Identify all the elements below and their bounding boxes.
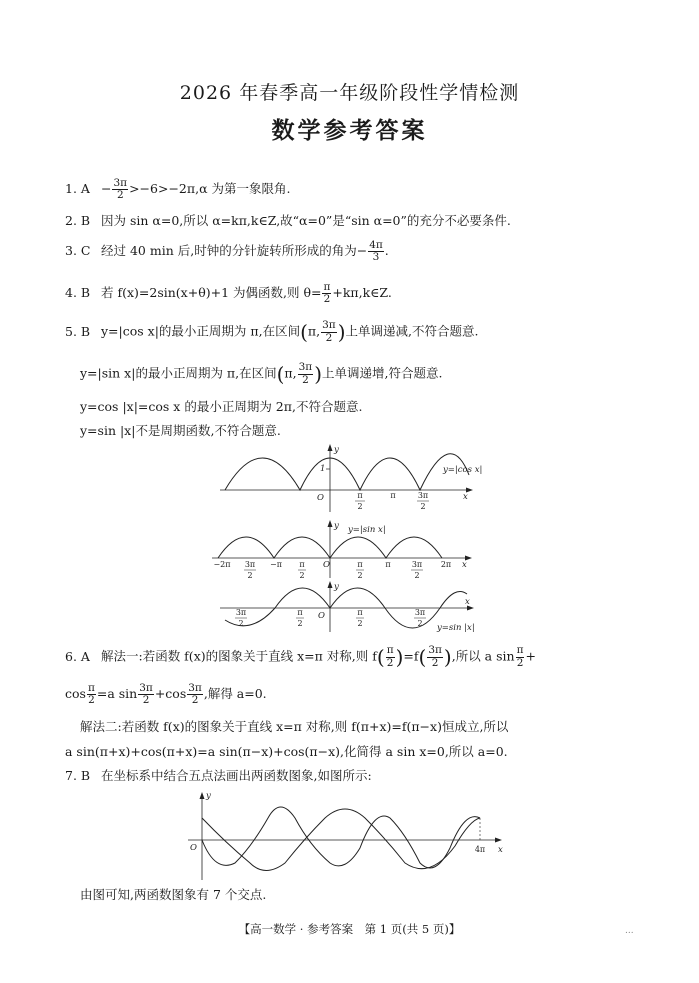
page-subtitle: 数学参考答案 xyxy=(271,117,428,144)
svg-text:π: π xyxy=(299,560,305,569)
answer-6-line-3: 解法二:若函数 f(x)的图象关于直线 x=π 对称,则 f(π+x)=f(π−x)恒成立,所以 xyxy=(80,719,509,734)
svg-text:2π: 2π xyxy=(440,560,452,569)
curve-label: y=|cos x| xyxy=(443,465,483,475)
svg-text:π: π xyxy=(297,608,303,617)
answer-1: 1. A − $\frac{3\pi}{2}$ >−6>−2π,α 为第一象限角. xyxy=(65,177,291,202)
svg-text:2: 2 xyxy=(414,571,420,580)
answer-5-line-4: y=sin |x|不是周期函数,不符合题意. xyxy=(80,423,281,438)
fraction: $\frac{3\pi}{2}$ xyxy=(322,319,336,344)
svg-text:3π: 3π xyxy=(244,560,256,569)
answer-number: 1. A xyxy=(65,181,90,197)
tick-one: 1 xyxy=(320,464,326,474)
answer-number: 7. B xyxy=(65,768,91,783)
answer-5-line-2: y=|sin x|的最小正周期为 π,在区间(π, $\frac{3\pi}{2}$ )上单调递增,符合题意. xyxy=(80,361,443,386)
svg-text:3π: 3π xyxy=(411,560,423,569)
svg-text:y: y xyxy=(206,791,211,801)
fraction: $\frac{\pi}{2}$ xyxy=(323,281,331,306)
svg-text:O: O xyxy=(318,611,325,621)
svg-text:2: 2 xyxy=(238,619,244,628)
svg-text:π: π xyxy=(390,491,396,500)
curve-label: y=sin |x| xyxy=(437,623,475,633)
svg-text:x: x xyxy=(465,597,470,607)
svg-text:π: π xyxy=(357,560,363,569)
answer-number: 2. B xyxy=(65,213,91,228)
svg-text:2: 2 xyxy=(299,571,305,580)
page-footer: 【高一数学 · 参考答案 第 1 页(共 5 页)】 xyxy=(238,922,461,936)
svg-text:x: x xyxy=(498,845,503,855)
svg-text:−2π: −2π xyxy=(213,560,231,569)
svg-text:y: y xyxy=(334,582,339,592)
answer-number: 3. C xyxy=(65,243,91,259)
svg-text:2: 2 xyxy=(417,619,423,628)
curve-label: y=|sin x| xyxy=(348,525,386,535)
svg-text:π: π xyxy=(357,608,363,617)
svg-text:2: 2 xyxy=(297,619,303,628)
svg-text:2: 2 xyxy=(357,571,363,580)
answer-number: 6. A xyxy=(65,648,90,664)
graph-two-functions xyxy=(180,788,510,883)
answer-number: 5. B xyxy=(65,323,91,339)
axis-label-x: x xyxy=(463,492,468,502)
answer-number: 4. B xyxy=(65,285,91,301)
svg-text:x: x xyxy=(462,560,467,570)
svg-text:2: 2 xyxy=(247,571,253,580)
svg-text:2: 2 xyxy=(420,502,426,511)
svg-text:y: y xyxy=(334,521,339,531)
answer-5: 5. B y=|cos x|的最小正周期为 π,在区间(π, $\frac{3\pi}{2}$ )上单调递减,不符合题意. xyxy=(65,319,479,344)
fraction: $\frac{3\pi}{2}$ xyxy=(298,361,313,386)
svg-text:O: O xyxy=(323,560,330,570)
svg-text:2: 2 xyxy=(357,502,363,511)
fraction: $\frac{4\pi}{3}$ xyxy=(369,239,383,264)
svg-text:−π: −π xyxy=(270,560,282,569)
svg-text:4π: 4π xyxy=(474,845,486,854)
answer-5-line-3: y=cos |x|=cos x 的最小正周期为 2π,不符合题意. xyxy=(80,399,363,414)
corner-mark: ... xyxy=(625,926,634,936)
svg-text:O: O xyxy=(190,843,197,853)
svg-text:2: 2 xyxy=(357,619,363,628)
graph-abs-sin xyxy=(210,518,480,580)
answer-7: 7. B 在坐标系中结合五点法画出两函数图象,如图所示: xyxy=(65,768,372,783)
svg-text:π: π xyxy=(385,560,391,569)
page-title: 2026 年春季高一年级阶段性学情检测 xyxy=(179,82,520,104)
answer-6: 6. A 解法一:若函数 f(x)的图象关于直线 x=π 对称,则 f( $\frac{\pi}{2}$ )=f( $\frac{3\pi}{2}$ ),所以 a sin $\frac{\pi}{2}$ + xyxy=(65,644,536,669)
answer-7-conclusion: 由图可知,两函数图象有 7 个交点. xyxy=(80,887,267,902)
graph-sin-abs xyxy=(215,580,485,635)
answer-2: 2. B 因为 sin α=0,所以 α=kπ,k∈Z,故“α=0”是“sin α=0”的充分不必要条件. xyxy=(65,213,511,228)
svg-text:π: π xyxy=(357,491,363,500)
fraction: $\frac{3\pi}{2}$ xyxy=(113,177,128,202)
answer-6-line-2: cos $\frac{\pi}{2}$ =a sin $\frac{3\pi}{2}$ +cos $\frac{3\pi}{2}$ ,解得 a=0. xyxy=(65,682,267,707)
svg-text:3π: 3π xyxy=(417,491,429,500)
answer-6-line-4: a sin(π+x)+cos(π+x)=a sin(π−x)+cos(π−x),化简得 a sin x=0,所以 a=0. xyxy=(65,744,508,759)
axis-label-y: y xyxy=(334,445,339,455)
svg-text:3π: 3π xyxy=(414,608,426,617)
answer-4: 4. B 若 f(x)=2sin(x+θ)+1 为偶函数,则 θ= $\frac{\pi}{2}$ +kπ,k∈Z. xyxy=(65,281,392,306)
origin-label: O xyxy=(317,493,324,503)
answer-3: 3. C 经过 40 min 后,时钟的分针旋转所形成的角为− $\frac{4\pi}{3}$ . xyxy=(65,239,389,264)
graph-abs-cos xyxy=(215,440,485,515)
svg-text:3π: 3π xyxy=(235,608,247,617)
